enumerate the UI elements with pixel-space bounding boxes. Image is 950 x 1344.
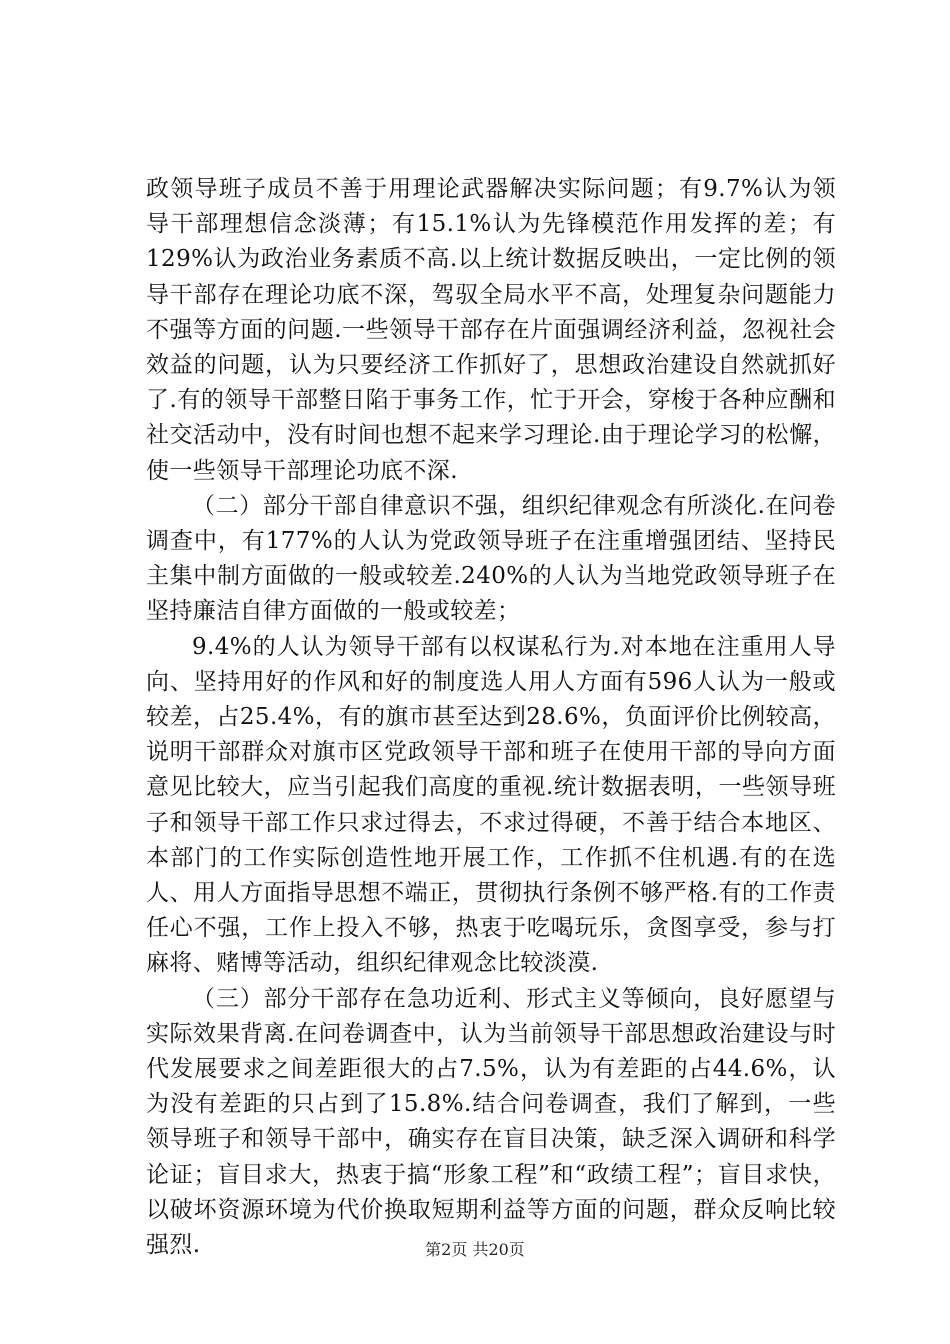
- document-body: [146, 172, 836, 1263]
- page-number-footer: 第2页 共20页: [425, 1240, 525, 1259]
- paragraph-1: 政领导班子成员不善于用理论武器解决实际问题；有9.7%认为领导干部理想信念淡薄；有15.1%认为先锋模范作用发挥的差；有129%认为政治业务素质不高.以上统计数据反映出，一定比例的领导干部存在理论功底不深，驾驭全局水平不高，处理复杂问题能力不强等方面的问题.一些领导干部存在片面强调经济利益，忽视社会效益的问题，认为只要经济工作抓好了，思想政治建设自然就抓好了.有的领导干部整日陷于事务工作，忙于开会，穿梭于各种应酬和社交活动中，没有时间也想不起来学习理论.由于理论学习的松懈，使一些领导干部理论功底不深.: [146, 176, 836, 484]
- paragraph-3: 9.4%的人认为领导干部有以权谋私行为.对本地在注重用人导向、坚持用好的作风和好的制度选人用人方面有596人认为一般或较差，占25.4%，有的旗市甚至达到28.6%，负面评价比例较高，说明干部群众对旗市区党政领导干部和班子在使用干部的导向方面意见比较大，应当引起我们高度的重视.统计数据表明，一些领导班子和领导干部工作只求过得去，不求过得硬，不善于结合本地区、本部门的工作实际创造性地开展工作，工作抓不住机遇.有的在选人、用人方面指导思想不端正，贯彻执行条例不够严格.有的工作责任心不强，工作上投入不够，热衷于吃喝玩乐，贪图享受，参与打麻将、赌博等活动，组织纪律观念比较淡漠.: [146, 633, 836, 977]
- paragraph-4: （三）部分干部存在急功近利、形式主义等倾向，良好愿望与实际效果背离.在问卷调查中，认为当前领导干部思想政治建设与时代发展要求之间差距很大的占7.5%，认为有差距的占44.6%，认为没有差距的只占到了15.8%.结合问卷调查，我们了解到，一些领导班子和领导干部中，确实存在盲目决策，缺乏深入调研和科学论证；盲目求大，热衷于搞“形象工程”和“政绩工程”；盲目求快，以破坏资源环境为代价换取短期利益等方面的问题，群众反响比较强烈.: [146, 985, 836, 1259]
- paragraph-2: （二）部分干部自律意识不强，组织纪律观念有所淡化.在问卷调查中，有177%的人认为党政领导班子在注重增强团结、坚持民主集中制方面做的一般或较差.240%的人认为当地党政领导班子在坚持廉洁自律方面做的一般或较差；: [146, 492, 836, 625]
